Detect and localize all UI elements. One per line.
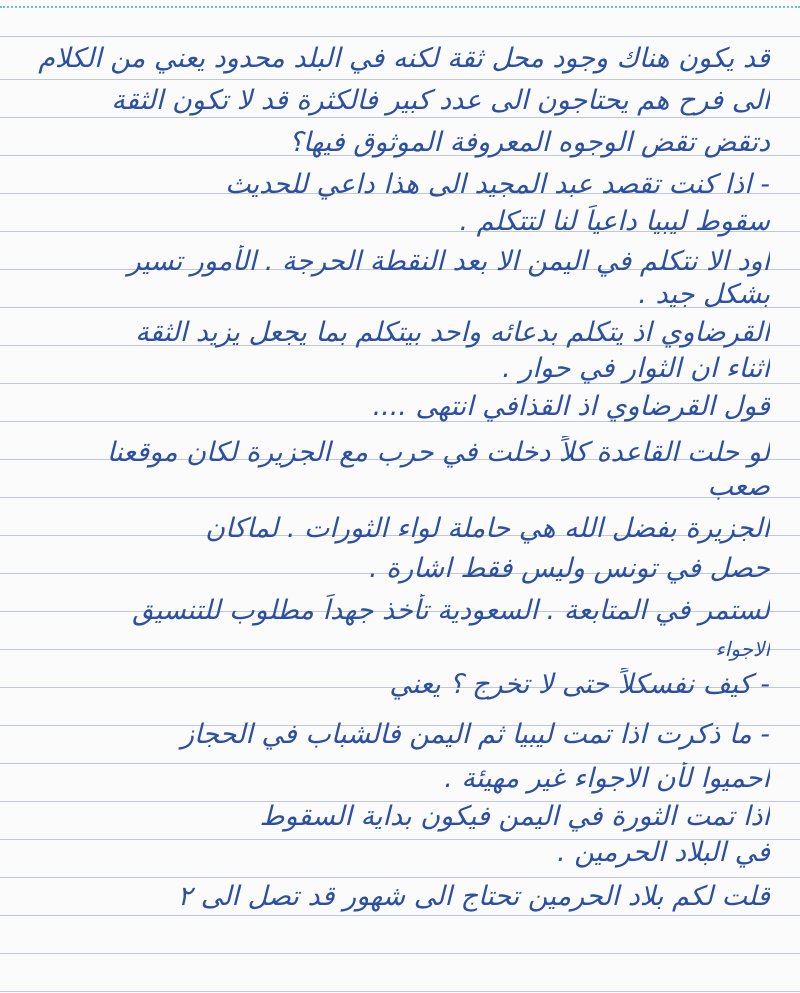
text-line: - كيف نفسكلاً حتى لا تخرج ؟ يعني (389, 669, 770, 700)
text-line: احميوا لأن الاجواء غير مهيئة . (444, 763, 770, 794)
text-line: حصل في تونس وليس فقط اشارة . (368, 553, 770, 584)
text-line: اود الا نتكلم في اليمن الا بعد النقطة الحرجة . الأمور تسير (127, 246, 770, 277)
text-line: قول القرضاوي اذ القذافي انتهى .... (372, 391, 770, 422)
text-line: بشكل جيد . (638, 279, 770, 310)
text-line: صعب (707, 471, 770, 502)
text-line: القرضاوي اذ يتكلم بدعائه واحد بيتكلم بما يجعل يزيد الثقة (135, 317, 770, 348)
text-line: سقوط ليبيا داعياً لنا لتتكلم . (459, 206, 770, 237)
text-line: - اذا كنت تقصد عبد المجيد الى هذا داعي للحديث (225, 169, 770, 200)
text-line: في البلاد الحرمين . (557, 837, 770, 868)
text-line: دتقض تقض الوجوه المعروفة الموثوق فيها؟ (288, 127, 770, 158)
text-line: لستمر في المتابعة . السعودية تأخذ جهداً مطلوب للتنسيق (132, 595, 770, 626)
text-line: اثناء ان الثوار في حوار . (502, 353, 770, 384)
text-line: قلت لكم بلاد الحرمين تحتاج الى شهور قد تصل الى ٢ (177, 881, 770, 912)
text-line: اذا تمت الثورة في اليمن فيكون بداية السقوط (259, 801, 770, 832)
text-line: - ما ذكرت اذا تمت ليبيا ثم اليمن فالشباب في الحجاز (180, 719, 770, 750)
text-line: الجزيرة بفضل الله هي حاملة لواء الثورات . لماكان (205, 513, 770, 544)
text-line: قد يكون هناك وجود محل ثقة لكنه في البلد محدود يعني من الكلام (38, 43, 770, 74)
text-line: لو حلت القاعدة كلاً دخلت في حرب مع الجزيرة لكان موقعنا (106, 437, 770, 468)
text-line: الاجواء (715, 637, 770, 661)
text-line: الى فرح هم يحتاجون الى عدد كبير فالكثرة قد لا تكون الثقة (111, 85, 770, 116)
